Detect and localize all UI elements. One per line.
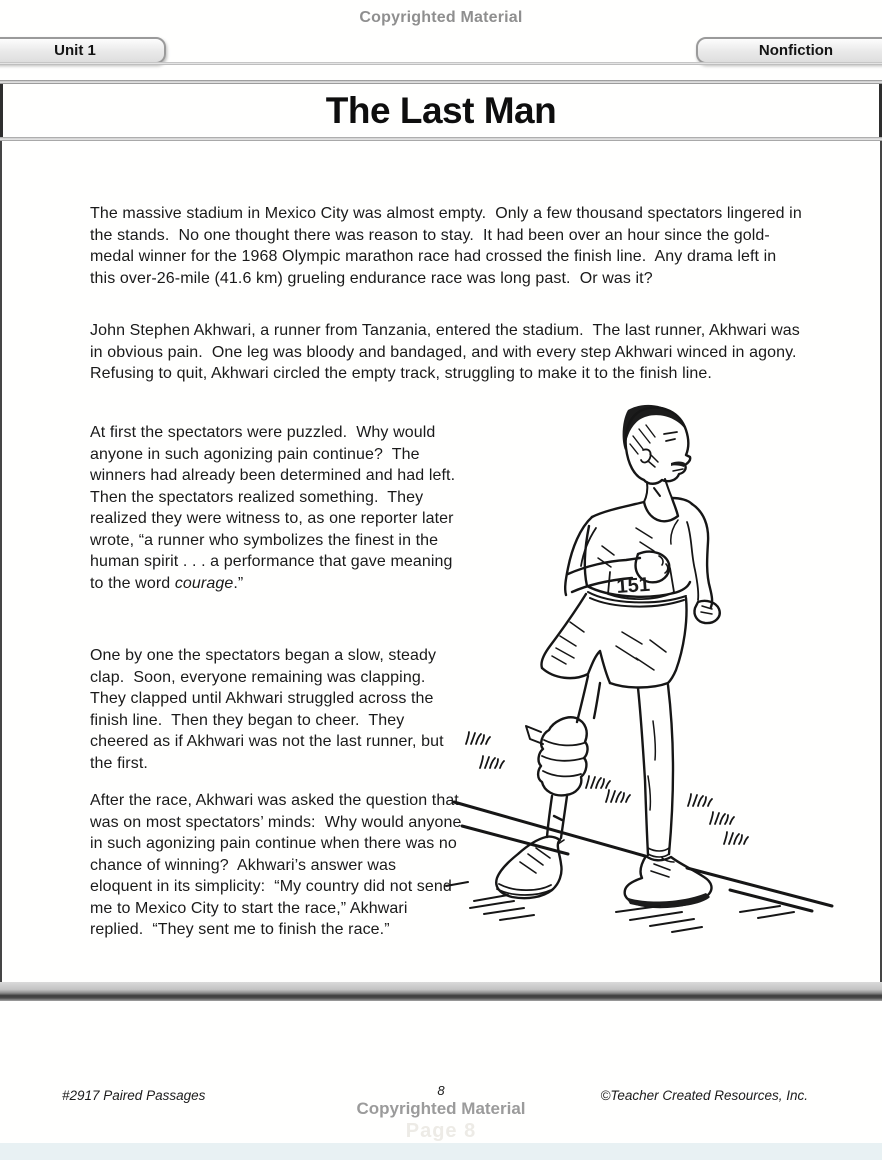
paragraph-3-end: .” (233, 574, 244, 592)
paragraph-5: After the race, Akhwari was asked the question that was on most spectators’ minds: Why would anyone in such agonizing pain continue when there was no chance of winning? Akhwari’s answer was eloquent in its simplicity: “My country did not send me to Mexico City to start the race,” Akhwari replied. “They sent me to finish the race.” (90, 792, 467, 938)
paragraph-3-text: At first the spectators were puzzled. Why would anyone in such agonizing pain continue? The winners had already been determined and had left. Then the spectators realized something. They realized they were witness to, as one reporter later wrote, “a runner who symbolizes the finest in the human spirit . . . a performance that gave meaning to the word (90, 424, 464, 592)
unit-tab-label: Unit 1 (54, 42, 96, 59)
paragraph-2: John Stephen Akhwari, a runner from Tanzania, entered the stadium. The last runner, Akhwari was in obvious pain. One leg was bloody and bandaged, and with every step Akhwari winced in agony. Refusing to quit, Akhwari circled the empty track, struggling to make it to the finish line. (90, 322, 806, 382)
copyrighted-material-bottom: Copyrighted Material (356, 1099, 526, 1118)
runner-hair (623, 405, 687, 450)
bottom-bar (0, 1143, 882, 1160)
genre-tab-label: Nonfiction (758, 42, 834, 59)
runner-illustration (440, 396, 864, 968)
paragraph-3-italic-word: courage (174, 574, 234, 592)
footer-product: #2917 Paired Passages (62, 1088, 206, 1103)
passage-page (0, 141, 882, 982)
footer-page-number: 8 (437, 1083, 445, 1098)
page-watermark: Page 8 (405, 1120, 477, 1142)
genre-tab (696, 37, 882, 64)
title-band (0, 84, 882, 137)
paragraph-1: The massive stadium in Mexico City was almost empty. Only a few thousand spectators lingered in the stands. No one thought there was reason to stay. It had been over an hour since the gold-medal winner for the 1968 Olympic marathon race had crossed the finish line. Any drama left in this over-26-mile (41.6 km) grueling endurance race was long past. Or was it? (90, 205, 807, 287)
passage-title: The Last Man (325, 89, 557, 131)
copyrighted-material-top: Copyrighted Material (359, 9, 523, 26)
page-edge-shadow (0, 982, 882, 1001)
rule-top (0, 62, 882, 65)
bib-number: 151 (615, 573, 651, 598)
paragraph-4: One by one the spectators began a slow, steady clap. Soon, everyone remaining was clapping. They clapped until Akhwari struggled across the finish line. Then they began to cheer. They cheered as if Akhwari was not the last runner, but the first. (90, 647, 449, 772)
unit-tab (0, 37, 166, 64)
footer-publisher: ©Teacher Created Resources, Inc. (600, 1088, 808, 1103)
paragraph-3 (90, 422, 462, 594)
